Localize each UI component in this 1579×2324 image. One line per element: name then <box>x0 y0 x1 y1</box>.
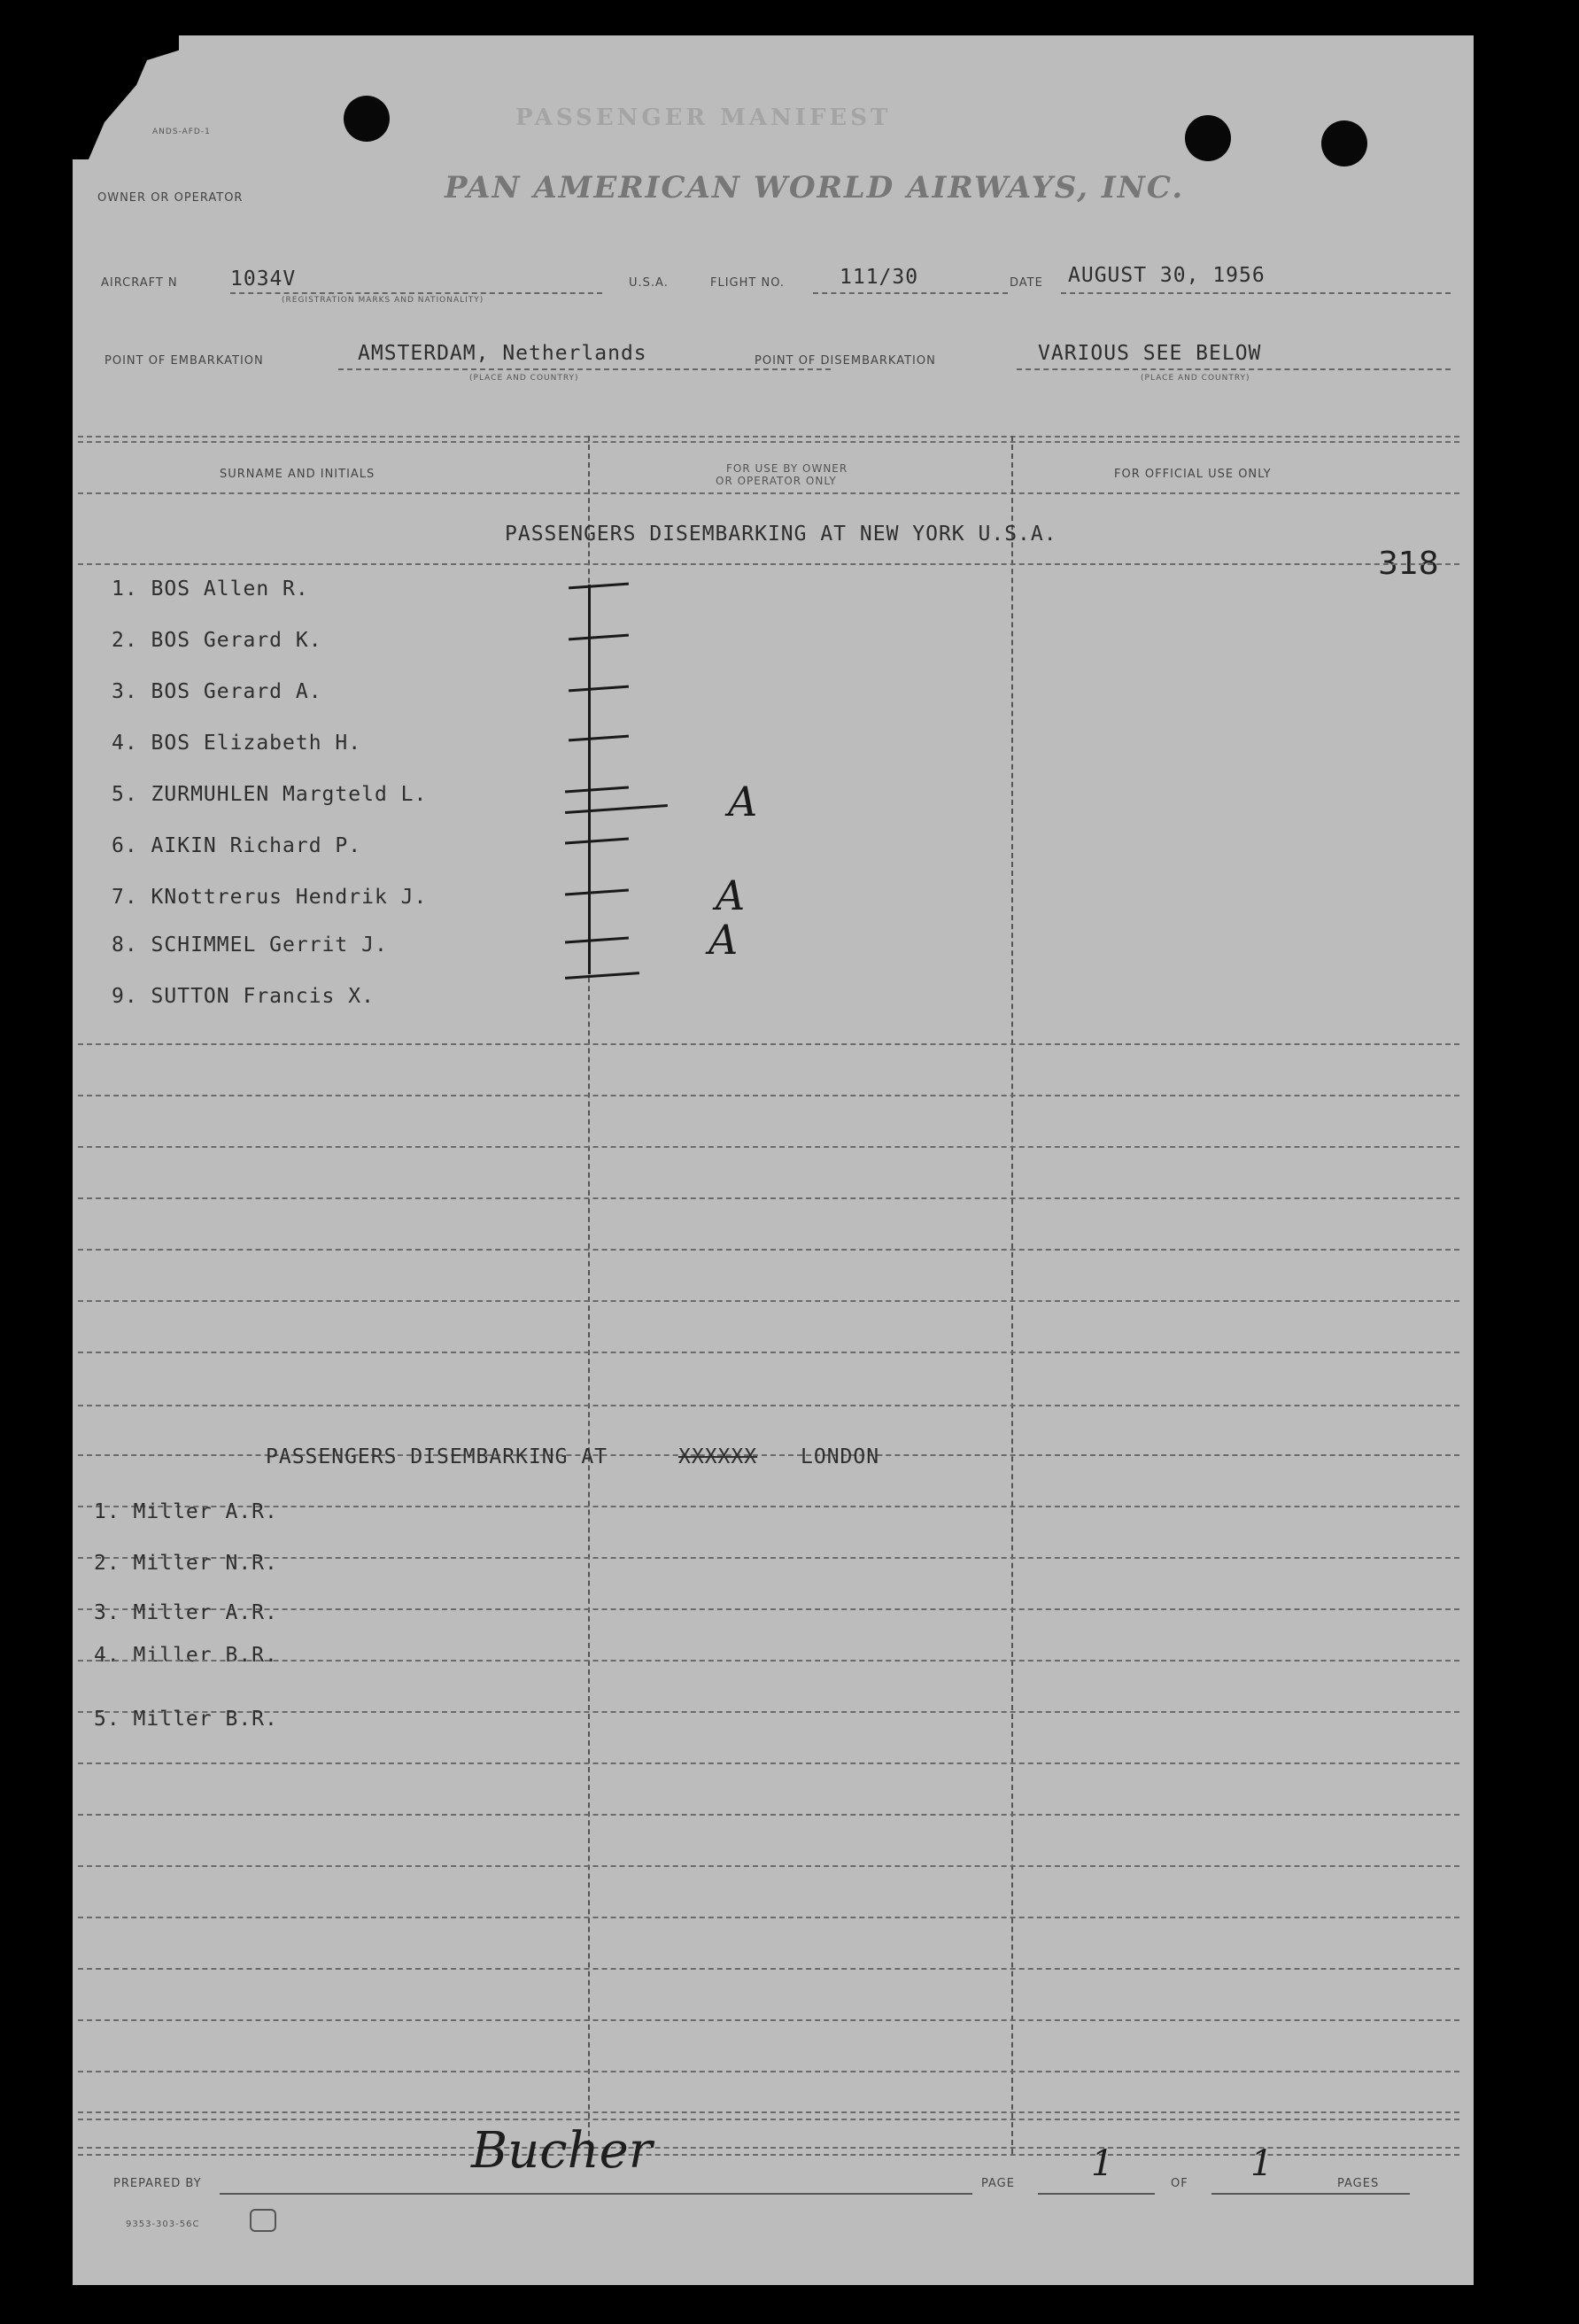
tally-mark <box>569 583 629 590</box>
handwritten-a-mark: A <box>716 872 746 919</box>
of-label: OF <box>1171 2177 1188 2190</box>
col-header-owner-2: OR OPERATOR ONLY <box>716 475 837 487</box>
date-value: AUGUST 30, 1956 <box>1068 264 1266 287</box>
tally-mark <box>569 634 629 641</box>
page-value: 1 <box>1091 2143 1114 2184</box>
tally-mark <box>565 936 629 943</box>
page-label: PAGE <box>981 2177 1015 2190</box>
union-bug-icon <box>250 2209 276 2232</box>
embarkation-sub: (PLACE AND COUNTRY) <box>469 374 579 383</box>
struck-out-place: XXXXXX <box>678 1445 758 1468</box>
punch-hole <box>344 96 390 142</box>
embarkation-label: POINT OF EMBARKATION <box>104 354 264 368</box>
passenger-row: 4. Miller B.R. <box>94 1644 278 1667</box>
punch-hole <box>1185 115 1231 161</box>
col-header-official: FOR OFFICIAL USE ONLY <box>1114 468 1272 481</box>
disembarkation-value: VARIOUS SEE BELOW <box>1038 342 1262 365</box>
section-place-london: LONDON <box>801 1445 880 1468</box>
passenger-row: 2. Miller N.R. <box>94 1552 278 1575</box>
aircraft-sub: (REGISTRATION MARKS AND NATIONALITY) <box>282 296 484 305</box>
company-name: PAN AMERICAN WORLD AIRWAYS, INC. <box>445 170 1185 205</box>
flight-label: FLIGHT NO. <box>710 276 786 290</box>
official-number: 318 <box>1378 546 1439 582</box>
col-header-owner-1: FOR USE BY OWNER <box>726 462 848 475</box>
tally-mark <box>565 837 629 844</box>
embarkation-value: AMSTERDAM, Netherlands <box>358 342 647 365</box>
passenger-row: 3. Miller A.R. <box>94 1601 278 1624</box>
passenger-row: 5. ZURMUHLEN Margteld L. <box>112 783 428 806</box>
disembarkation-sub: (PLACE AND COUNTRY) <box>1141 374 1250 383</box>
passenger-row: 3. BOS Gerard A. <box>112 680 322 703</box>
passenger-row: 9. SUTTON Francis X. <box>112 985 375 1008</box>
torn-corner <box>73 35 179 159</box>
tally-mark <box>569 686 629 693</box>
handwritten-a-mark: A <box>728 778 758 825</box>
passenger-row: 4. BOS Elizabeth H. <box>112 732 362 755</box>
usa-label: U.S.A. <box>629 276 669 290</box>
column-divider <box>1011 436 1013 2154</box>
passenger-row: 1. Miller A.R. <box>94 1500 278 1523</box>
tally-mark <box>565 786 629 793</box>
section-heading-new-york: PASSENGERS DISEMBARKING AT NEW YORK U.S.A. <box>505 523 1057 546</box>
passenger-row: 7. KNottrerus Hendrik J. <box>112 886 428 909</box>
passenger-row: 5. Miller B.R. <box>94 1708 278 1731</box>
disembarkation-label: POINT OF DISEMBARKATION <box>755 354 936 368</box>
punch-hole <box>1321 120 1367 167</box>
tally-mark <box>565 972 639 980</box>
pages-value: 1 <box>1250 2143 1273 2184</box>
passenger-row: 1. BOS Allen R. <box>112 577 309 600</box>
form-code: 9353-303-56C <box>126 2219 200 2229</box>
form-number: ANDS-AFD-1 <box>152 128 211 136</box>
passenger-row: 6. AIKIN Richard P. <box>112 834 362 857</box>
aircraft-value: 1034V <box>230 267 297 290</box>
date-label: DATE <box>1010 276 1043 290</box>
passenger-row: 2. BOS Gerard K. <box>112 629 322 652</box>
tally-mark <box>569 735 629 742</box>
tally-mark <box>565 888 629 895</box>
preparer-signature: Bucher <box>471 2122 653 2180</box>
handwritten-a-mark: A <box>708 916 739 964</box>
section-heading-london: PASSENGERS DISEMBARKING AT <box>266 1445 608 1468</box>
prepared-by-label: PREPARED BY <box>113 2177 202 2190</box>
flight-value: 111/30 <box>840 266 919 289</box>
faded-title: PASSENGER MANIFEST <box>515 105 892 131</box>
aircraft-label: AIRCRAFT N <box>101 276 178 290</box>
col-header-surname: SURNAME AND INITIALS <box>220 468 375 481</box>
pages-label: PAGES <box>1337 2177 1380 2190</box>
manifest-sheet <box>73 35 1474 2285</box>
owner-label: OWNER OR OPERATOR <box>97 191 244 205</box>
passenger-row: 8. SCHIMMEL Gerrit J. <box>112 933 388 957</box>
tally-stroke <box>588 585 591 974</box>
tally-mark <box>565 804 668 814</box>
